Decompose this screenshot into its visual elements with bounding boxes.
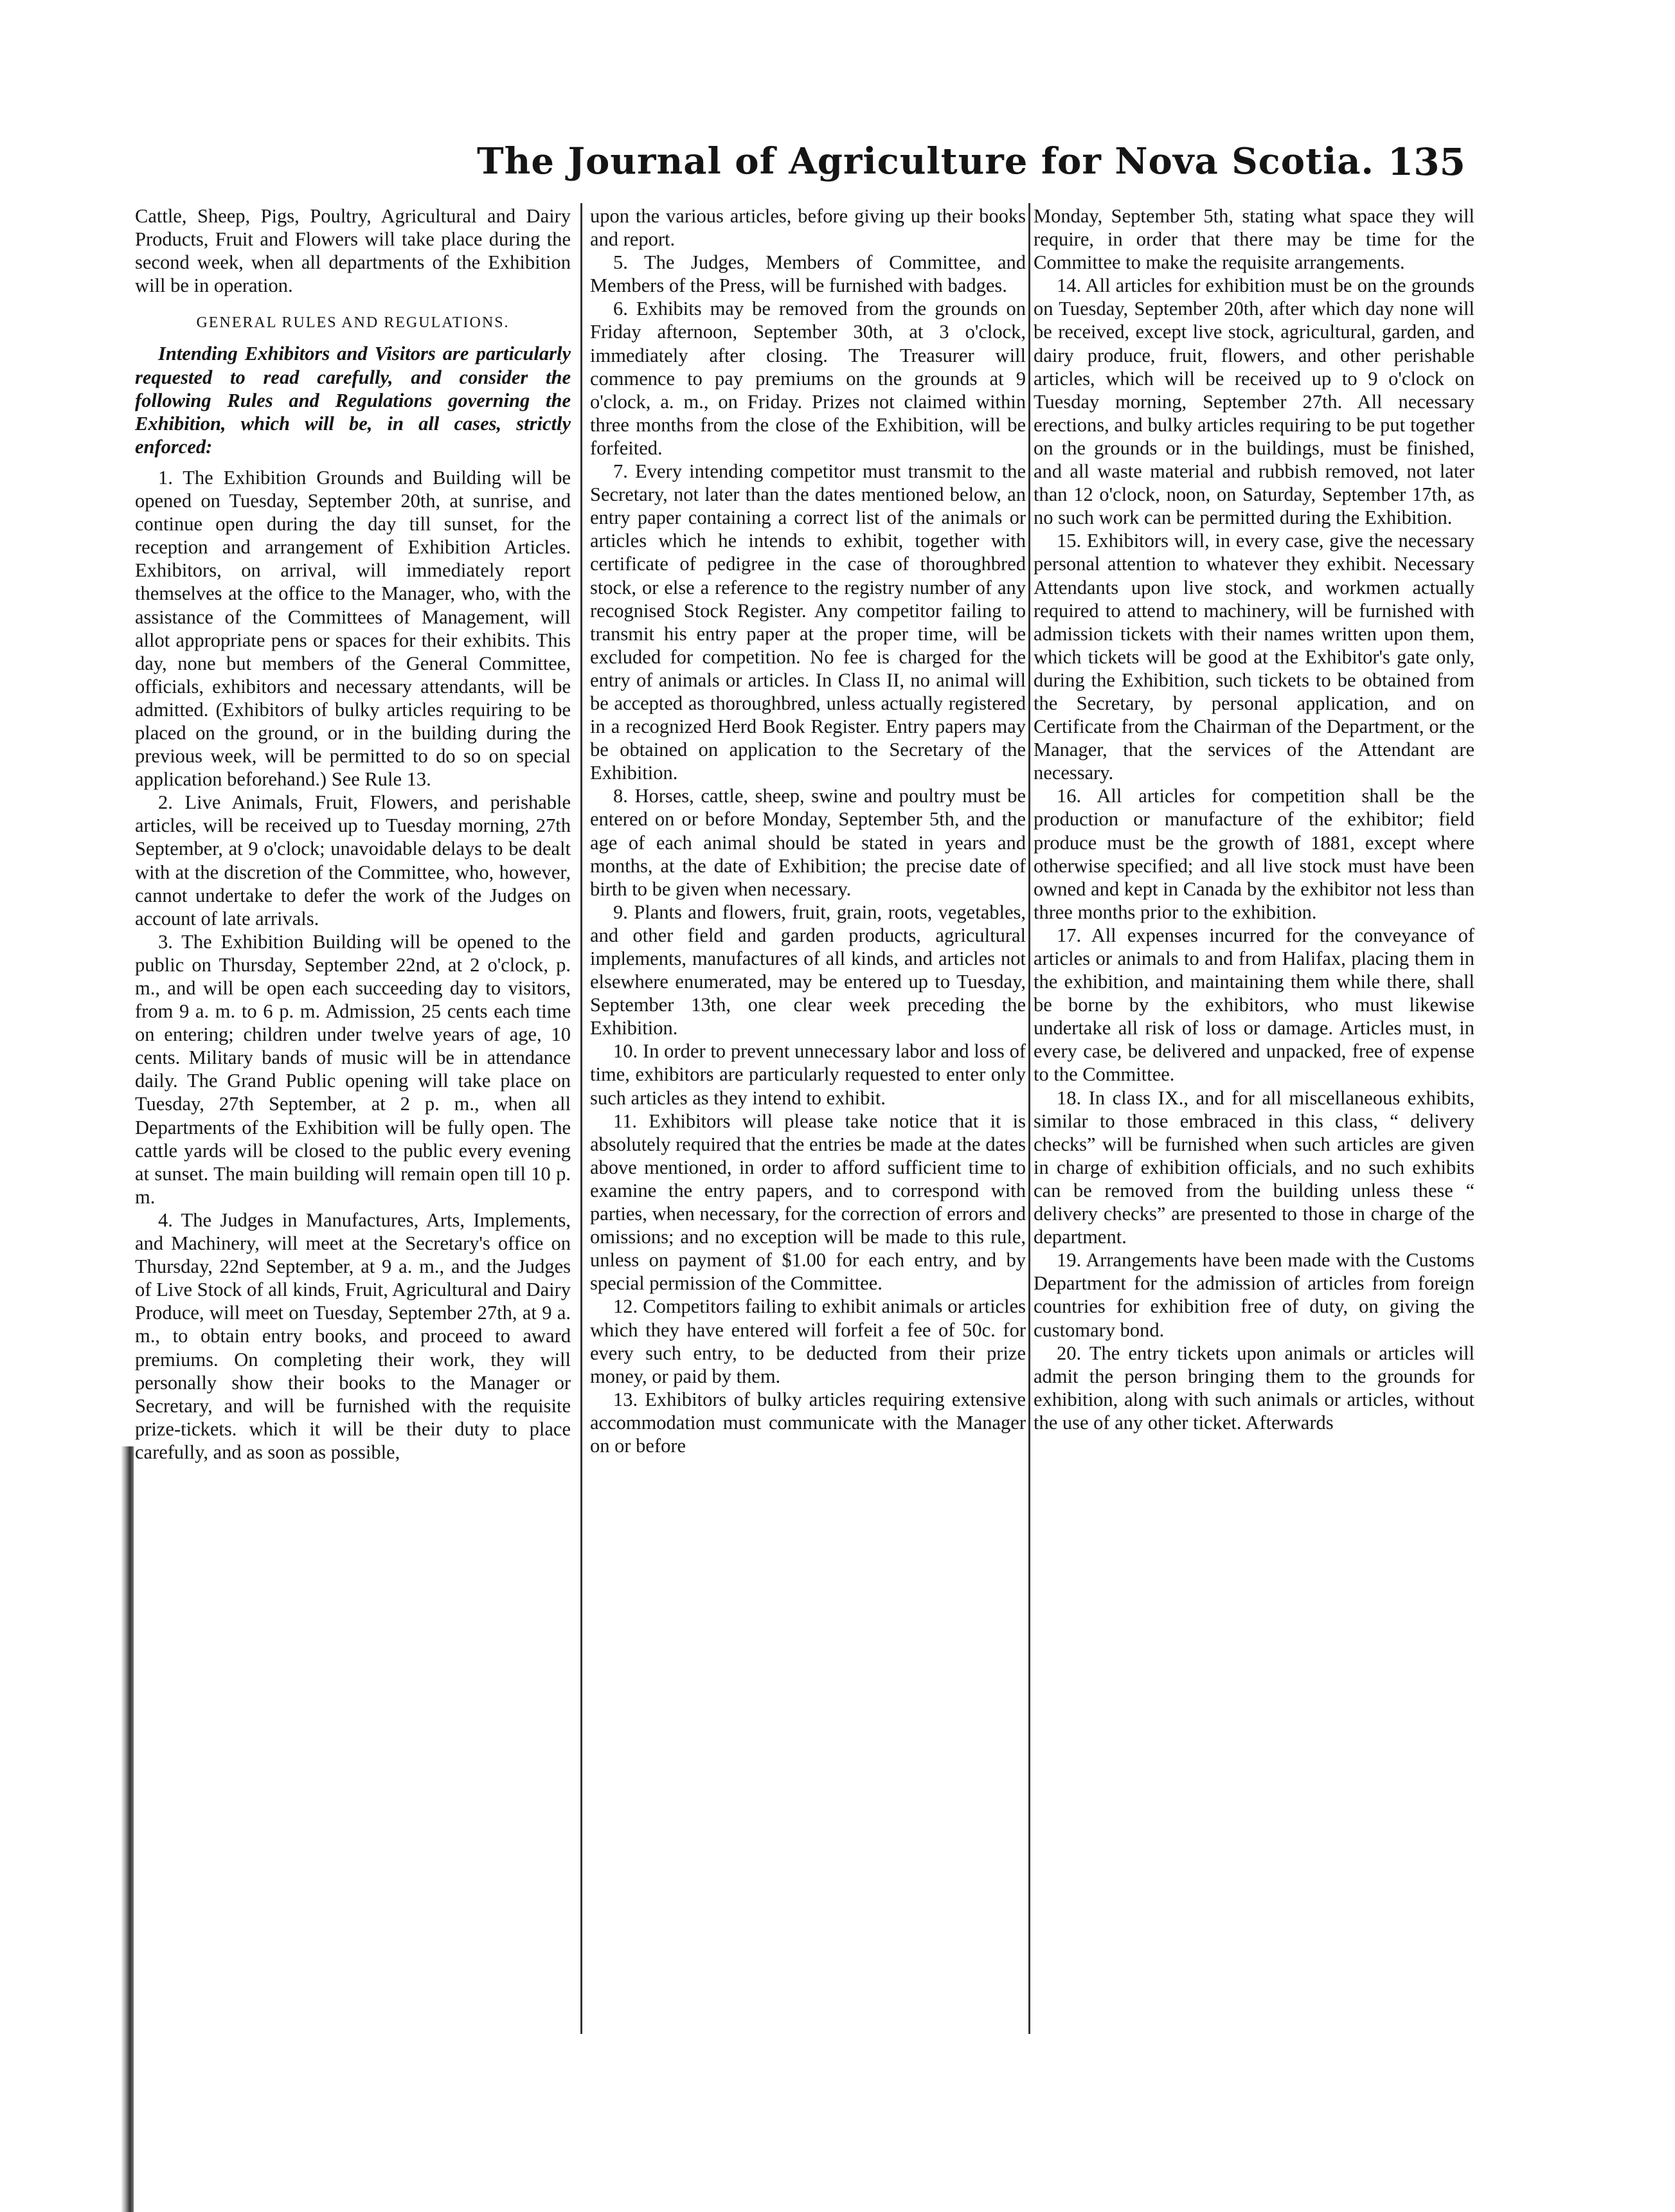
rule-6: 6. Exhibits may be removed from the grounds on Friday afternoon, September 30th, at 3 o'clock, immediately after closing. The Treasurer will commence to pay premiums on the grounds at 9 o'clock, a. m., on Friday. Prizes not claimed within three months from the close of the Exhibition, will be forfeited. <box>590 298 1026 459</box>
journal-title: The Journal of Agriculture for Nova Scotia. <box>476 140 1375 183</box>
rule-18: 18. In class IX., and for all miscellaneous exhibits, similar to those embraced in this class, “ delivery checks” will be furnished when such articles are given in charge of exhibition officials, and no such exhibits can be removed from the building unless these “ delivery checks” are presented to those in charge of the department. <box>1034 1086 1474 1248</box>
running-header <box>476 140 1465 198</box>
rule-2: 2. Live Animals, Fruit, Flowers, and perishable articles, will be received up to Tuesday morning, 27th September, at 9 o'clock; unavoidable delays to be dealt with at the discretion of the Committee, who, however, cannot undertake to defer the work of the Judges on account of late arrivals. <box>135 791 571 930</box>
rule-15: 15. Exhibitors will, in every case, give the necessary personal attention to whatever they exhibit. Necessary Attendants upon live stock, and workmen actually required to attend to machinery, will be furnished with admission tickets with their names written upon them, which tickets will be good at the Exhibitor's gate only, during the Exhibition, such tickets to be obtained from the Secretary, by personal application, and on Certificate from the Chairman of the Department, or the Manager, that the services of the Attendant are necessary. <box>1034 530 1474 784</box>
rule-7: 7. Every intending competitor must transmit to the Secretary, not later than the dates mentioned below, an entry paper containing a correct list of the animals or articles which he intends to exhibit, together with certificate of pedigree in the case of thoroughbred stock, or else a reference to the registry number of any recognised Stock Register. Any competitor failing to transmit his entry paper at the proper time, will be excluded for competition. No fee is charged for the entry of animals or articles. In Class II, no animal will be accepted as thoroughbred, unless actually registered in a recognized Herd Book Register. Entry papers may be obtained on application to the Secretary of the Exhibition. <box>590 460 1026 784</box>
rule-16: 16. All articles for competition shall be the production or manufacture of the exhibitor; field produce must be the growth of 1881, except where otherwise specified; and all live stock must have been owned and kept in Canada by the exhibitor not less than three months prior to the exhibition. <box>1034 785 1474 923</box>
paragraph: Cattle, Sheep, Pigs, Poultry, Agricultural and Dairy Products, Fruit and Flowers will take place during the second week, when all departments of the Exhibition will be in operation. <box>135 205 571 297</box>
binding-shadow <box>121 1446 134 2212</box>
rule-17: 17. All expenses incurred for the conveyance of articles or animals to and from Halifax, placing them in the exhibition, and maintaining them while there, shall be borne by the exhibitors, who must likewise undertake all risk of loss or damage. Articles must, in every case, be delivered and unpacked, free of expense to the Committee. <box>1034 924 1474 1086</box>
rule-3: 3. The Exhibition Building will be opened to the public on Thursday, September 22nd, at 2 o'clock, p. m., and will be open each succeeding day to visitors, from 9 a. m. to 6 p. m. Admission, 25 cents each time on entering; children under twelve years of age, 10 cents. Military bands of music will be in attendance daily. The Grand Public opening will take place on Tuesday, 27th September, at 2 p. m., when all Departments of the Exhibition will be fully open. The cattle yards will be closed to the public every evening at sunset. The main building will remain open till 10 p. m. <box>135 930 571 1208</box>
rule-12: 12. Competitors failing to exhibit animals or articles which they have entered will forfeit a fee of 50c. for every such entry, to be deducted from their prize money, or paid by them. <box>590 1295 1026 1387</box>
rule-5: 5. The Judges, Members of Committee, and Members of the Press, will be furnished with badges. <box>590 251 1026 297</box>
rule-8: 8. Horses, cattle, sheep, swine and poultry must be entered on or before Monday, September 5th, and the age of each animal should be stated in years and months, at the date of Exhibition; the precise date of birth to be given when necessary. <box>590 785 1026 900</box>
rule-10: 10. In order to prevent unnecessary labor and loss of time, exhibitors are particularly requested to enter only such articles as they intend to exhibit. <box>590 1040 1026 1109</box>
rule-9: 9. Plants and flowers, fruit, grain, roots, vegetables, and other field and garden products, agricultural implements, manufactures of all kinds, and articles not elsewhere enumerated, may be entered up to Tuesday, September 13th, one clear week preceding the Exhibition. <box>590 901 1026 1039</box>
rule-14: 14. All articles for exhibition must be on the grounds on Tuesday, September 20th, after which day none will be received, except live stock, agricultural, garden, and dairy produce, fruit, flowers, and other perishable articles, which will be received up to 9 o'clock on Tuesday morning, September 27th. All necessary erections, and bulky articles requiring to be put together on the grounds or in the buildings, must be finished, and all waste material and rubbish removed, not later than 12 o'clock, noon, on Saturday, September 17th, as no such work can be permitted during the Exhibition. <box>1034 274 1474 529</box>
column-1 <box>135 204 571 2159</box>
page-number: 135 <box>1387 140 1465 184</box>
paragraph: Monday, September 5th, stating what space they will require, in order that there may be time for the Committee to make the requisite arrangements. <box>1034 205 1474 274</box>
section-heading: GENERAL RULES AND REGULATIONS. <box>196 314 510 332</box>
column-rule <box>580 203 582 2034</box>
rule-13: 13. Exhibitors of bulky articles requiring extensive accommodation must communicate with the Manager on or before <box>590 1388 1026 1457</box>
rule-4: 4. The Judges in Manufactures, Arts, Implements, and Machinery, will meet at the Secretary's office on Thursday, 22nd September, at 9 a. m., and the Judges of Live Stock of all kinds, Fruit, Agricultural and Dairy Produce, will meet on Tuesday, September 27th, at 9 a. m., to obtain entry books, and proceed to award premiums. On completing their work, they will personally show their books to the Manager or Secretary, and will be furnished with the requisite prize-tickets. which it will be their duty to place carefully, and as soon as possible, <box>135 1209 571 1463</box>
column-2 <box>590 204 1026 2159</box>
paragraph: upon the various articles, before giving up their books and report. <box>590 205 1026 251</box>
rule-11: 11. Exhibitors will please take notice that it is absolutely required that the entries be made at the dates above mentioned, in order to afford sufficient time to examine the entry papers, and to correspond with parties, when necessary, for the correction of errors and omissions; and no exception will be made to this rule, unless on payment of $1.00 for each entry, and by special permission of the Committee. <box>590 1110 1026 1295</box>
rule-20: 20. The entry tickets upon animals or articles will admit the person bringing them to the grounds for exhibition, along with such animals or articles, without the use of any other ticket. Afterwards <box>1034 1342 1474 1434</box>
column-rule <box>1028 203 1030 2034</box>
intro-notice: Intending Exhibitors and Visitors are particularly requested to read carefully, and consider the following Rules and Regulations governing the Exhibition, which will be, in all cases, strictly enforced: <box>135 343 571 458</box>
rule-1: 1. The Exhibition Grounds and Building will be opened on Tuesday, September 20th, at sunrise, and continue open during the day till sunset, for the reception and arrangement of Exhibition Articles. Exhibitors, on arrival, will immediately report themselves at the office to the Manager, who, with the assistance of the Committees of Management, will allot appropriate pens or spaces for their exhibits. This day, none but members of the General Committee, officials, exhibitors and necessary attendants, will be admitted. (Exhibitors of bulky articles requiring to be placed on the ground, or in the building during the previous week, will be permitted to do so on special application beforehand.) See Rule 13. <box>135 466 571 791</box>
rule-19: 19. Arrangements have been made with the Customs Department for the admission of articles from foreign countries for exhibition free of duty, on giving the customary bond. <box>1034 1249 1474 1341</box>
column-3 <box>1034 204 1474 2159</box>
